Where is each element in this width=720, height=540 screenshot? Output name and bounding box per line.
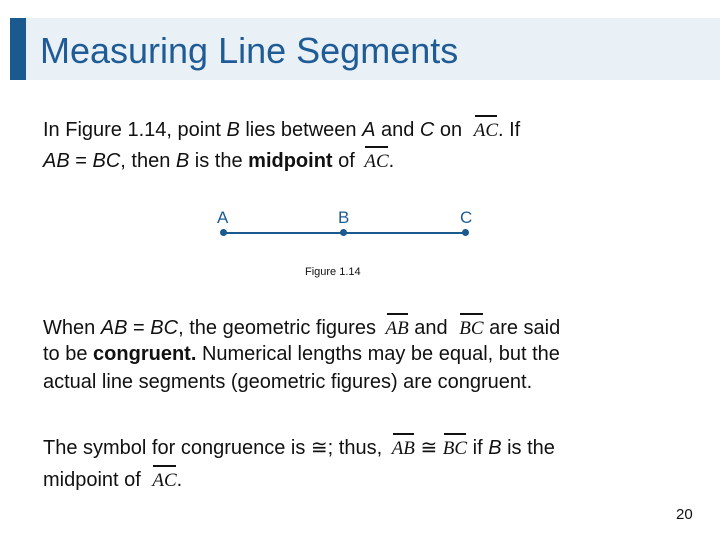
segment-ab: AB (392, 432, 415, 463)
point-c-dot (462, 229, 469, 236)
point-label-c: C (460, 208, 473, 227)
segment-ac: AC (474, 114, 498, 145)
overline (444, 433, 466, 435)
para2-line3: actual line segments (geometric figures) are congruent. (43, 371, 533, 393)
para1-line1: In Figure 1.14, point B lies between A and C on AC. If (43, 114, 520, 145)
segment-ac: AC (364, 145, 388, 176)
overline (475, 115, 497, 117)
point-label-a: A (217, 208, 229, 227)
segment-bc: BC (443, 432, 467, 463)
overline (365, 146, 387, 148)
para2-line2: to be congruent. Numerical lengths may be equal, but the (43, 343, 560, 365)
segment-ab: AB (386, 312, 409, 343)
point-a-dot (220, 229, 227, 236)
point-label-b: B (338, 208, 350, 227)
para2-line1: When AB = BC, the geometric figures AB and BC are said (43, 312, 560, 343)
overline (460, 313, 482, 315)
para1-line2: AB = BC, then B is the midpoint of AC. (43, 145, 394, 176)
page-title: Measuring Line Segments (40, 30, 459, 71)
figure-caption: Figure 1.14 (305, 266, 361, 278)
point-b-dot (340, 229, 347, 236)
overline (387, 313, 408, 315)
congruence-symbol: ≅ (310, 437, 328, 459)
overline (153, 465, 175, 467)
figure-1-14 (210, 208, 480, 248)
para3-line2: midpoint of AC. (43, 464, 182, 495)
title-accent-bar (10, 18, 26, 80)
para3-line1: The symbol for congruence is ≅; thus, AB ≅ BC if B is the (43, 432, 555, 463)
segment-bc: BC (459, 312, 483, 343)
page-number: 20 (676, 506, 693, 523)
segment-ac: AC (152, 464, 176, 495)
overline (393, 433, 414, 435)
